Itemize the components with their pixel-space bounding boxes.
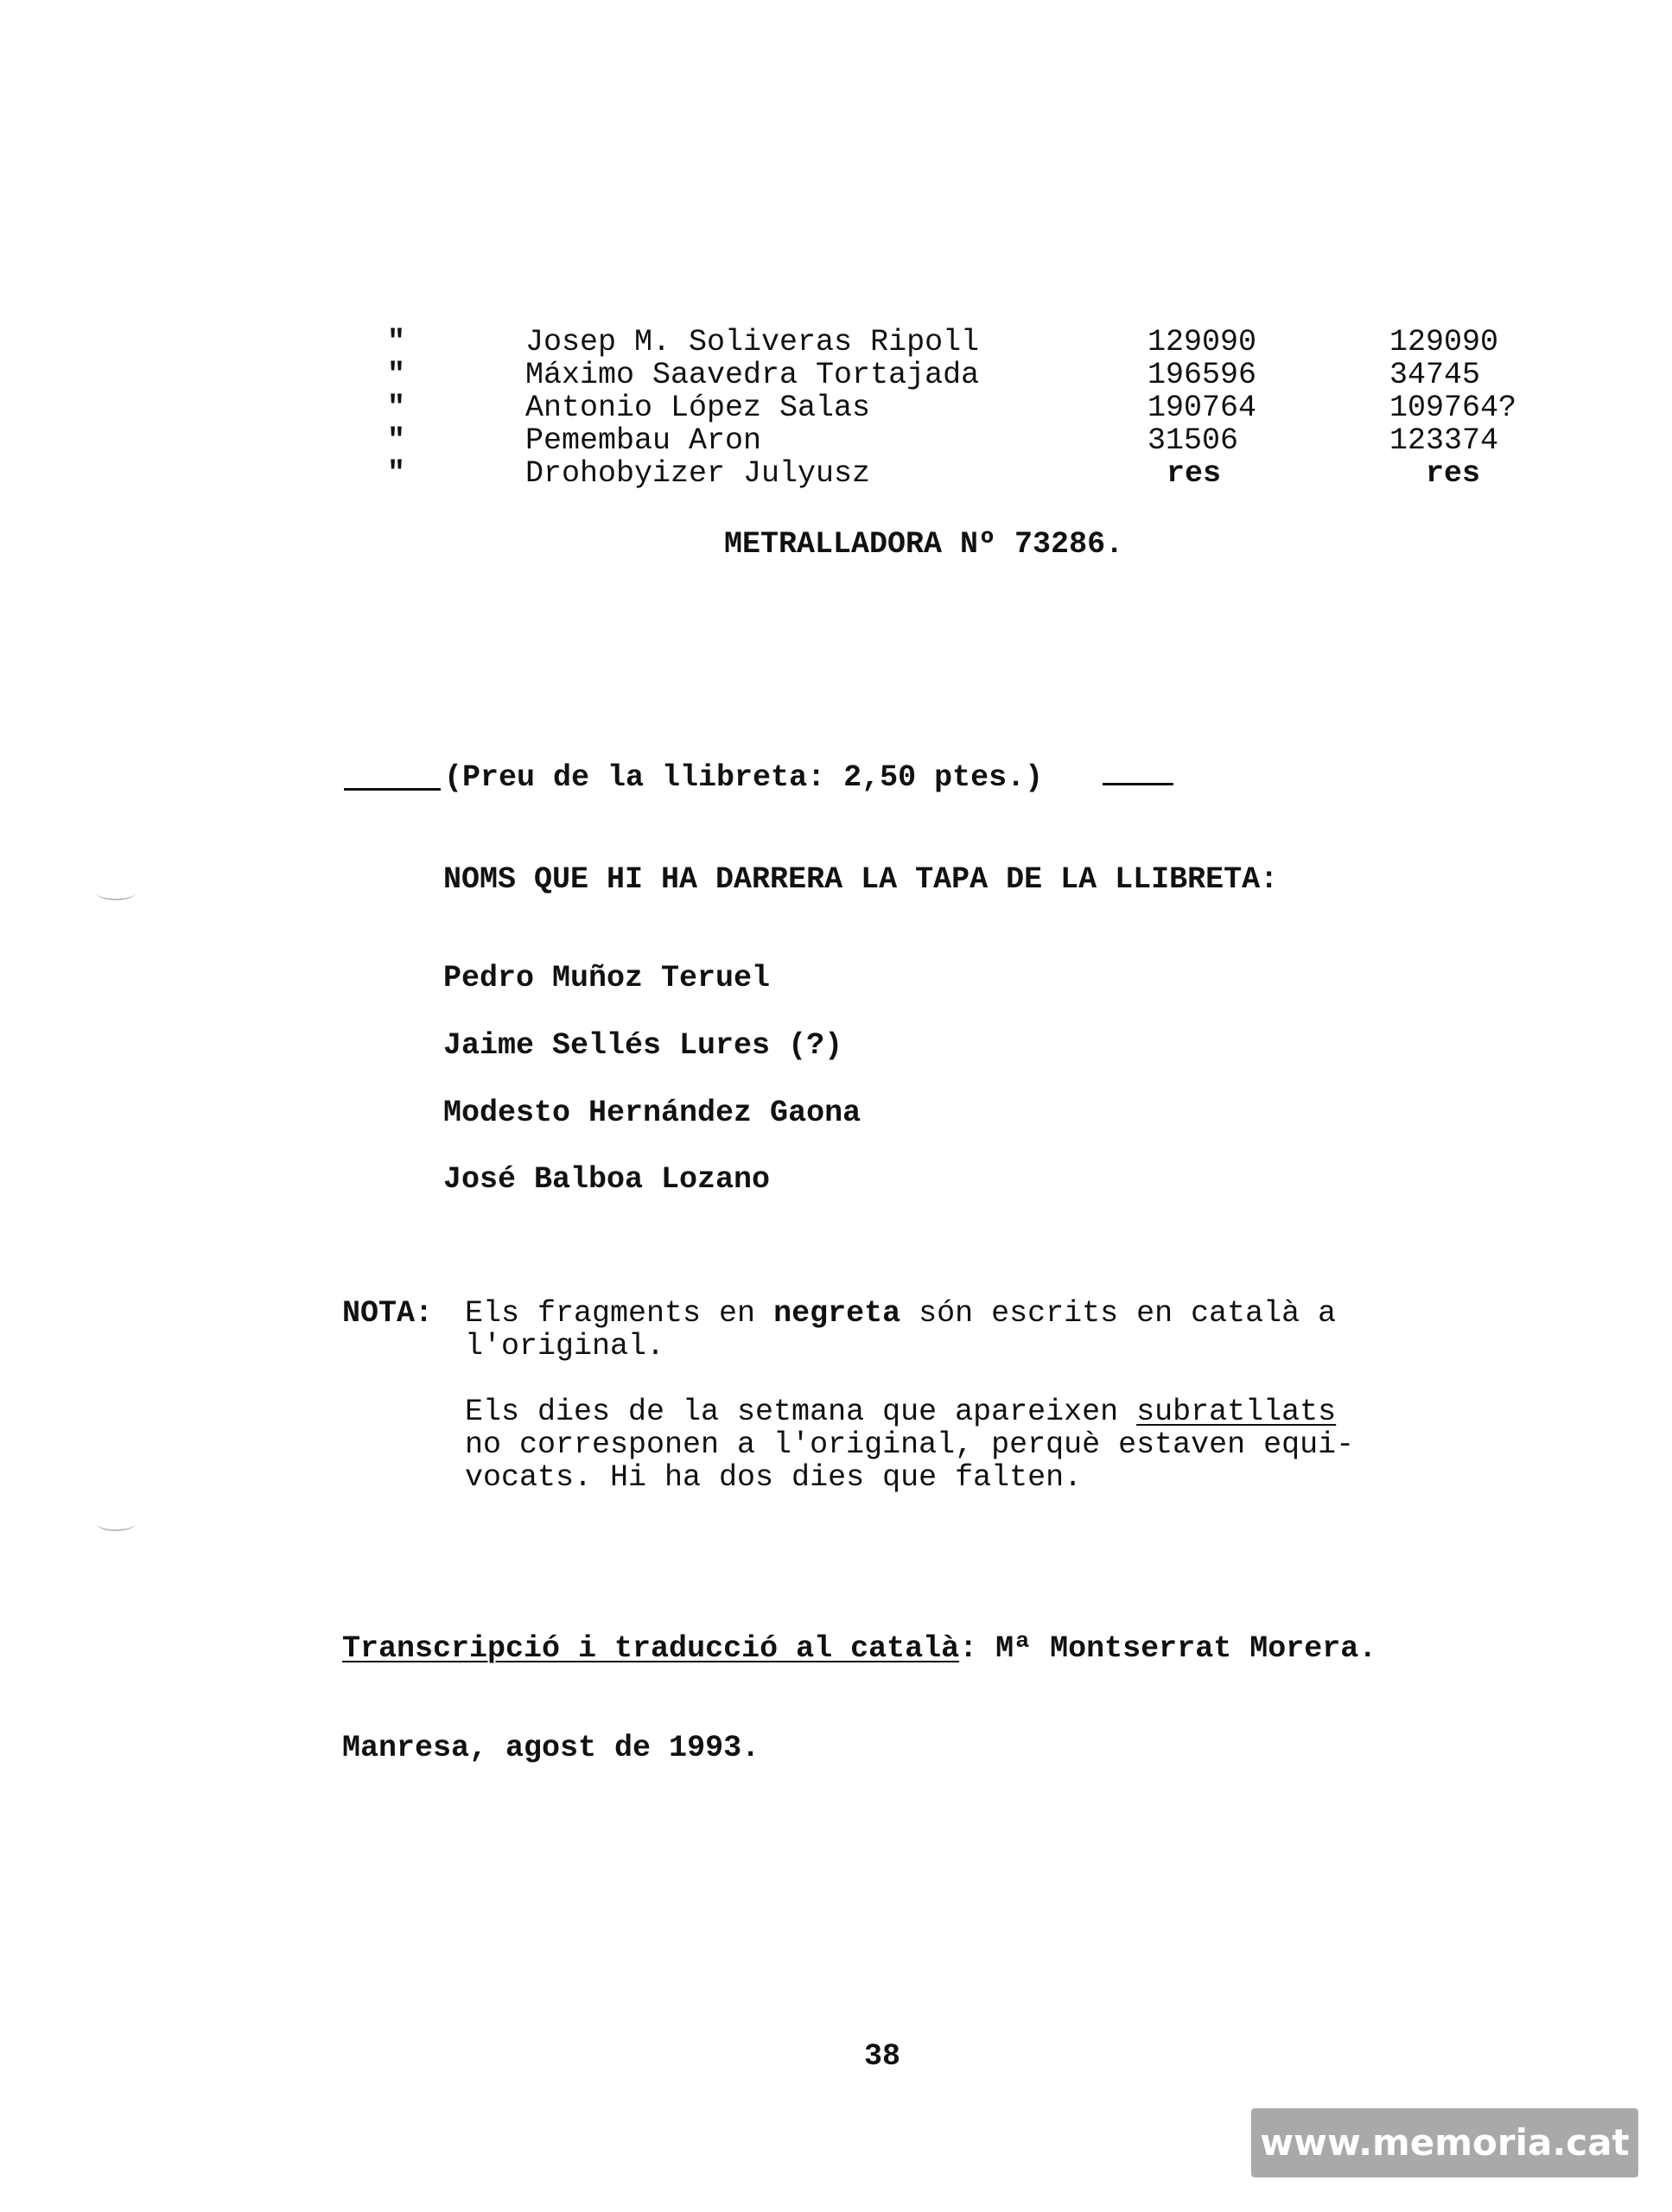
back-cover-name: Pedro Muñoz Teruel	[443, 961, 771, 995]
note-paragraph-2-line-2: no corresponen a l'original, perquè estaven equi-	[465, 1427, 1355, 1462]
roster-name: Antonio López Salas	[525, 391, 871, 425]
credit-name: Mª Montserrat Morera.	[995, 1631, 1377, 1666]
roster-name: Máximo Saavedra Tortajada	[525, 358, 980, 392]
roster-row	[0, 456, 1672, 491]
note-bold-word: negreta	[773, 1296, 901, 1331]
roster-row	[0, 358, 1672, 392]
ditto-mark: "	[387, 391, 406, 425]
note-underlined-word: subratllats	[1136, 1395, 1337, 1429]
roster-row	[0, 391, 1672, 425]
note-text: són escrits en català a	[900, 1296, 1337, 1331]
roster-name: Josep M. Soliveras Ripoll	[525, 325, 980, 359]
roster-row	[0, 325, 1672, 359]
credit-line	[342, 1631, 1376, 1666]
back-cover-name: Jaime Sellés Lures (?)	[443, 1028, 843, 1063]
roster-name: Pemembau Aron	[525, 423, 762, 458]
roster-number-1: 31506	[1148, 423, 1239, 458]
ditto-mark: "	[387, 358, 406, 392]
credit-colon: :	[959, 1631, 978, 1666]
dash-right	[1103, 783, 1173, 785]
roster-row	[0, 423, 1672, 458]
roster-name: Drohobyizer Julyusz	[525, 456, 871, 491]
note-paragraph-2-line-1	[465, 1395, 1336, 1429]
roster-number-1: 196596	[1148, 358, 1257, 392]
ditto-mark: "	[387, 325, 406, 359]
machine-gun-number: METRALLADORA Nº 73286.	[724, 527, 1124, 562]
scan-mark	[97, 887, 135, 900]
roster-number-1: 129090	[1148, 325, 1257, 359]
notebook-price: (Preu de la llibreta: 2,50 ptes.)	[444, 760, 1044, 795]
note-paragraph-1-line-2: l'original.	[465, 1329, 665, 1363]
roster-number-2: res	[1426, 456, 1481, 491]
dash-left	[344, 788, 441, 791]
back-cover-name: Modesto Hernández Gaona	[443, 1096, 861, 1130]
note-paragraph-2-line-3: vocats. Hi ha dos dies que falten.	[465, 1460, 1083, 1495]
note-text: Els dies de la setmana que apareixen	[465, 1395, 1137, 1429]
roster-number-2: 129090	[1389, 325, 1499, 359]
back-cover-name: José Balboa Lozano	[443, 1162, 771, 1197]
roster-number-2: 109764?	[1389, 391, 1517, 425]
roster-number-2: 34745	[1389, 358, 1481, 392]
ditto-mark: "	[387, 423, 406, 458]
scan-mark	[97, 1517, 135, 1531]
roster-number-1: 190764	[1148, 391, 1257, 425]
watermark-logo: www.memoria.cat	[1251, 2108, 1638, 2177]
place-date: Manresa, agost de 1993.	[342, 1731, 760, 1765]
note-paragraph-1-line-1	[465, 1296, 1336, 1331]
roster-number-1: res	[1167, 456, 1222, 491]
roster-number-2: 123374	[1389, 423, 1499, 458]
credit-label: Transcripció i traducció al català	[342, 1631, 960, 1666]
note-label: NOTA:	[342, 1296, 434, 1331]
names-heading: NOMS QUE HI HA DARRERA LA TAPA DE LA LLIBRETA:	[443, 862, 1279, 897]
page-number: 38	[864, 2039, 901, 2074]
ditto-mark: "	[387, 456, 406, 491]
note-text: Els fragments en	[465, 1296, 774, 1331]
